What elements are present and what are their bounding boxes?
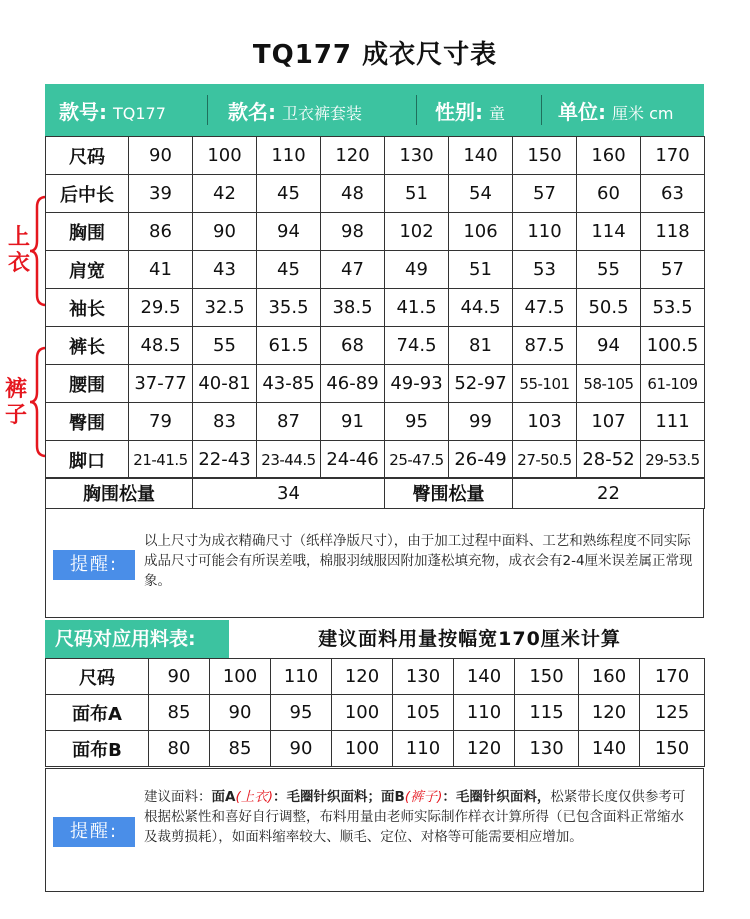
table-cell: 94 — [577, 327, 641, 365]
table-cell: 110 — [257, 137, 321, 175]
row-header-cell: 臀围 — [46, 403, 129, 441]
page-title: TQ177 成衣尺寸表 — [252, 40, 498, 70]
table-cell: 90 — [210, 695, 271, 731]
unit — [542, 84, 702, 136]
row-header-cell: 腰围 — [46, 365, 129, 403]
reminder-box-1 — [45, 508, 704, 618]
table-cell: 48.5 — [129, 327, 193, 365]
table-cell: 29.5 — [129, 289, 193, 327]
table-cell: 58-105 — [577, 365, 641, 403]
table-cell: 35.5 — [257, 289, 321, 327]
table-cell: 100 — [193, 137, 257, 175]
row-header-cell: 脚口 — [46, 441, 129, 479]
table-cell: 37-77 — [129, 365, 193, 403]
row-header-cell: 尺码 — [46, 659, 149, 695]
ease-table — [45, 477, 705, 509]
table-cell: 118 — [641, 213, 705, 251]
table-cell: 57 — [641, 251, 705, 289]
table-cell: 32.5 — [193, 289, 257, 327]
gender-value: 童 — [489, 104, 506, 123]
table-cell: 85 — [149, 695, 210, 731]
table-cell: 53.5 — [641, 289, 705, 327]
table-cell: 57 — [513, 175, 577, 213]
table-cell: 27-50.5 — [513, 441, 577, 479]
table-cell: 63 — [641, 175, 705, 213]
chest-ease-value: 34 — [193, 478, 385, 509]
table-cell: 90 — [193, 213, 257, 251]
row-header-cell: 面布B — [46, 731, 149, 767]
unit-value: 厘米 cm — [612, 104, 674, 123]
row-header-cell: 肩宽 — [46, 251, 129, 289]
table-cell: 95 — [385, 403, 449, 441]
top-garment-label — [8, 225, 30, 277]
table-cell: 90 — [149, 659, 210, 695]
table-cell: 150 — [515, 659, 579, 695]
fabric-reminder-text — [144, 787, 696, 847]
table-cell: 44.5 — [449, 289, 513, 327]
table-cell: 130 — [393, 659, 454, 695]
table-cell: 80 — [149, 731, 210, 767]
table-cell: 49 — [385, 251, 449, 289]
table-cell: 107 — [577, 403, 641, 441]
table-cell: 130 — [385, 137, 449, 175]
unit-key: 单位: — [558, 100, 606, 124]
fabric-b-label: 面B — [381, 789, 405, 805]
style-name-value: 卫衣裤套装 — [282, 104, 363, 123]
table-cell: 120 — [332, 659, 393, 695]
fabric-header-bar — [45, 620, 704, 658]
reminder-label: 提醒: — [53, 817, 135, 847]
chest-ease-label: 胸围松量 — [46, 478, 193, 509]
reminder-label: 提醒: — [53, 550, 135, 580]
table-cell: 29-53.5 — [641, 441, 705, 479]
table-cell: 74.5 — [385, 327, 449, 365]
table-cell: 130 — [515, 731, 579, 767]
table-cell: 61-109 — [641, 365, 705, 403]
table-row — [46, 365, 705, 403]
table-cell: 160 — [577, 137, 641, 175]
table-cell: 53 — [513, 251, 577, 289]
table-cell: 45 — [257, 175, 321, 213]
row-header-cell: 袖长 — [46, 289, 129, 327]
fabric-a-desc: ：毛圈针织面料； — [273, 789, 381, 805]
row-header-cell: 裤长 — [46, 327, 129, 365]
table-cell: 47.5 — [513, 289, 577, 327]
table-cell: 150 — [640, 731, 705, 767]
fabric-width-note: 建议面料用量按幅宽170厘米计算 — [318, 628, 621, 650]
style-number-value: TQ177 — [113, 104, 166, 123]
table-row — [46, 213, 705, 251]
table-cell: 90 — [129, 137, 193, 175]
table-cell: 98 — [321, 213, 385, 251]
fabric-reminder-part: 松紧带长度仅供参考可根据松紧性和喜好自行调整，布料用量由老师实际制作样衣计算所得（已包含面料正常缩水及裁剪损耗），如面料缩率较大、顺毛、定位、对格等可能需要相应增加。 — [144, 789, 686, 845]
table-cell: 170 — [641, 137, 705, 175]
table-cell: 25-47.5 — [385, 441, 449, 479]
table-row — [46, 289, 705, 327]
table-cell: 39 — [129, 175, 193, 213]
table-cell: 40-81 — [193, 365, 257, 403]
fabric-a-label: 面A — [211, 789, 236, 805]
table-cell: 43-85 — [257, 365, 321, 403]
table-cell: 125 — [640, 695, 705, 731]
table-cell: 106 — [449, 213, 513, 251]
table-cell: 28-52 — [577, 441, 641, 479]
table-cell: 38.5 — [321, 289, 385, 327]
table-cell: 140 — [579, 731, 640, 767]
style-name — [208, 84, 416, 136]
table-cell: 85 — [210, 731, 271, 767]
table-cell: 110 — [393, 731, 454, 767]
table-cell: 94 — [257, 213, 321, 251]
table-row — [46, 251, 705, 289]
table-cell: 100 — [332, 731, 393, 767]
table-cell: 99 — [449, 403, 513, 441]
table-cell: 110 — [454, 695, 515, 731]
table-cell: 120 — [454, 731, 515, 767]
hip-ease-label: 臀围松量 — [385, 478, 513, 509]
reminder-text: 以上尺寸为成衣精确尺寸（纸样净版尺寸），由于加工过程中面料、工艺和熟练程度不同实际成品尺寸可能会有所误差哦，棉服羽绒服因附加蓬松填充物，成衣会有2-4厘米误差属正常现象。 — [144, 533, 693, 589]
row-header-cell: 面布A — [46, 695, 149, 731]
pants-label-text: 裤 子 — [5, 377, 28, 428]
table-cell: 41 — [129, 251, 193, 289]
hip-ease-value: 22 — [513, 478, 705, 509]
table-cell: 81 — [449, 327, 513, 365]
table-row — [46, 731, 705, 767]
table-cell: 114 — [577, 213, 641, 251]
table-cell: 48 — [321, 175, 385, 213]
table-cell: 100 — [210, 659, 271, 695]
ease-row — [46, 478, 705, 509]
table-row — [46, 659, 705, 695]
table-cell: 52-97 — [449, 365, 513, 403]
table-row — [46, 137, 705, 175]
table-row — [46, 695, 705, 731]
table-cell: 87.5 — [513, 327, 577, 365]
table-cell: 55 — [193, 327, 257, 365]
table-cell: 115 — [515, 695, 579, 731]
table-cell: 51 — [449, 251, 513, 289]
table-cell: 100 — [332, 695, 393, 731]
table-cell: 60 — [577, 175, 641, 213]
table-cell: 55-101 — [513, 365, 577, 403]
table-cell: 91 — [321, 403, 385, 441]
table-cell: 100.5 — [641, 327, 705, 365]
fabric-usage-table — [45, 658, 705, 767]
table-cell: 110 — [271, 659, 332, 695]
table-cell: 95 — [271, 695, 332, 731]
table-cell: 47 — [321, 251, 385, 289]
table-cell: 41.5 — [385, 289, 449, 327]
style-name-key: 款名: — [228, 100, 276, 124]
reminder-box-2 — [45, 768, 704, 892]
table-row — [46, 175, 705, 213]
table-cell: 102 — [385, 213, 449, 251]
gender-key: 性别: — [435, 100, 483, 124]
table-cell: 43 — [193, 251, 257, 289]
top-garment-label-text: 上 衣 — [8, 225, 31, 276]
table-cell: 46-89 — [321, 365, 385, 403]
table-cell: 45 — [257, 251, 321, 289]
style-number — [45, 84, 207, 136]
table-cell: 21-41.5 — [129, 441, 193, 479]
table-cell: 150 — [513, 137, 577, 175]
table-cell: 79 — [129, 403, 193, 441]
table-cell: 61.5 — [257, 327, 321, 365]
table-cell: 140 — [449, 137, 513, 175]
row-header-cell: 胸围 — [46, 213, 129, 251]
table-row — [46, 327, 705, 365]
table-cell: 86 — [129, 213, 193, 251]
fabric-b-desc: ：毛圈针织面料， — [442, 789, 551, 805]
table-cell: 51 — [385, 175, 449, 213]
table-cell: 55 — [577, 251, 641, 289]
table-cell: 68 — [321, 327, 385, 365]
table-cell: 22-43 — [193, 441, 257, 479]
fabric-a-usage: (上衣) — [235, 789, 273, 805]
product-info-bar — [45, 84, 704, 136]
table-cell: 105 — [393, 695, 454, 731]
table-cell: 26-49 — [449, 441, 513, 479]
pants-label — [5, 377, 27, 429]
table-cell: 111 — [641, 403, 705, 441]
table-cell: 49-93 — [385, 365, 449, 403]
table-cell: 103 — [513, 403, 577, 441]
table-row — [46, 403, 705, 441]
table-cell: 87 — [257, 403, 321, 441]
table-cell: 83 — [193, 403, 257, 441]
style-number-key: 款号: — [59, 100, 107, 124]
row-header-cell: 尺码 — [46, 137, 129, 175]
row-header-cell: 后中长 — [46, 175, 129, 213]
table-row — [46, 441, 705, 479]
fabric-table-label: 尺码对应用料表: — [45, 620, 229, 658]
table-cell: 23-44.5 — [257, 441, 321, 479]
table-cell: 50.5 — [577, 289, 641, 327]
table-cell: 54 — [449, 175, 513, 213]
fabric-reminder-part: 建议面料： — [144, 789, 212, 805]
table-cell: 140 — [454, 659, 515, 695]
table-cell: 120 — [321, 137, 385, 175]
table-cell: 42 — [193, 175, 257, 213]
gender — [417, 84, 541, 136]
size-chart-table — [45, 136, 705, 479]
fabric-b-usage: (裤子) — [404, 789, 443, 805]
table-cell: 160 — [579, 659, 640, 695]
table-cell: 24-46 — [321, 441, 385, 479]
table-cell: 110 — [513, 213, 577, 251]
table-cell: 170 — [640, 659, 705, 695]
table-cell: 120 — [579, 695, 640, 731]
table-cell: 90 — [271, 731, 332, 767]
